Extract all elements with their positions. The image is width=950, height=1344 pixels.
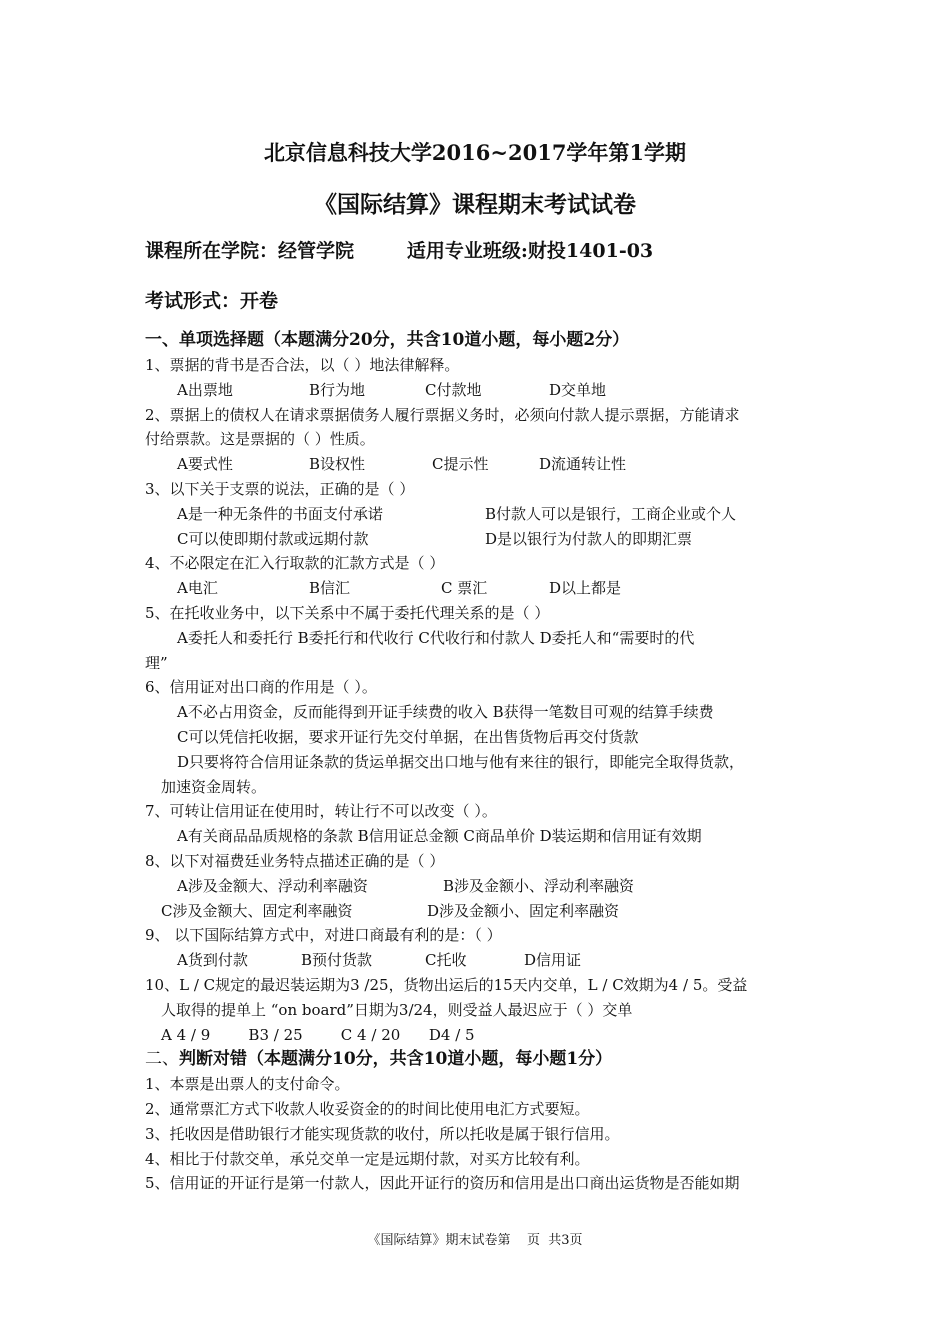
page-footer: 《国际结算》期末试卷第 页 共3页 bbox=[367, 1233, 583, 1248]
exam-format: 考试形式：开卷 bbox=[145, 290, 279, 312]
option: A涉及金额大、浮动利率融资 bbox=[177, 876, 368, 895]
option: B涉及金额小、浮动利率融资 bbox=[443, 876, 635, 895]
question-6-options-ab: A不必占用资金，反而能得到开证手续费的收入 B获得一笔数目可观的结算手续费 bbox=[177, 703, 714, 722]
course-info: 课程所在学院：经管学院 适用专业班级:财投1401-03 bbox=[145, 240, 654, 262]
question-6-option-d: D只要将符合信用证条款的货运单据交出口地与他有来往的银行，即能完全取得货款， bbox=[177, 752, 745, 771]
question-3-options-cd bbox=[145, 527, 825, 552]
question-4-options bbox=[145, 576, 825, 601]
option: B行为地 bbox=[309, 380, 366, 399]
question-10-options: A 4 / 9 B3 / 25 C 4 / 20 D4 / 5 bbox=[161, 1025, 475, 1044]
question-5-options: A委托人和委托行 B委托行和代收行 C代收行和付款人 D委托人和“需要时的代 bbox=[177, 628, 695, 647]
question-6: 6、信用证对出口商的作用是（ ）。 bbox=[145, 678, 377, 697]
question-2-line2: 付给票款。这是票据的（ ）性质。 bbox=[145, 430, 375, 449]
question-5: 5、在托收业务中，以下关系中不属于委托代理关系的是（ ） bbox=[145, 603, 550, 622]
question-10-line1: 10、L / C规定的最迟装运期为3 /25，货物出运后的15天内交单，L / C效期为4 / 5。受益 bbox=[145, 975, 748, 994]
option: B预付货款 bbox=[301, 951, 373, 970]
section2-title bbox=[145, 1047, 825, 1072]
question-2-options bbox=[145, 452, 825, 477]
question-7-options: A有关商品品质规格的条款 B信用证总金额 C商品单价 D装运期和信用证有效期 bbox=[177, 827, 702, 846]
option: B付款人可以是银行，工商企业或个人 bbox=[485, 504, 737, 523]
question-7: 7、可转让信用证在使用时，转让行不可以改变（ ）。 bbox=[145, 802, 497, 821]
question-5-options-cont: 理” bbox=[145, 653, 168, 672]
exam-title: 《国际结算》课程期末考试试卷 bbox=[314, 191, 636, 218]
option: A要式性 bbox=[177, 455, 233, 474]
option: D信用证 bbox=[524, 951, 582, 970]
option: A货到付款 bbox=[177, 951, 248, 970]
question-4: 4、不必限定在汇入行取款的汇款方式是（ ） bbox=[145, 554, 445, 573]
option: C 票汇 bbox=[441, 579, 488, 598]
question-8: 8、以下对福费廷业务特点描述正确的是（ ） bbox=[145, 851, 445, 870]
question-3: 3、以下关于支票的说法，正确的是（ ） bbox=[145, 479, 415, 498]
question-2-line1: 2、票据上的债权人在请求票据债务人履行票据义务时，必须向付款人提示票据，方能请求 bbox=[145, 405, 740, 424]
statement-1: 1、本票是出票人的支付命令。 bbox=[145, 1075, 350, 1094]
question-6-option-c: C可以凭信托收据，要求开证行先交付单据，在出售货物后再交付货款 bbox=[177, 727, 639, 746]
question-9-options bbox=[145, 948, 825, 973]
option: D以上都是 bbox=[549, 579, 622, 598]
option: B信汇 bbox=[309, 579, 351, 598]
option: A是一种无条件的书面支付承诺 bbox=[177, 504, 383, 523]
option: B设权性 bbox=[309, 455, 366, 474]
question-1: 1、票据的背书是否合法，以（ ）地法律解释。 bbox=[145, 356, 460, 374]
option: C提示性 bbox=[432, 455, 489, 474]
statement-2: 2、通常票汇方式下收款人收妥资金的的时间比使用电汇方式要短。 bbox=[145, 1099, 590, 1118]
question-3-options-ab bbox=[145, 502, 825, 527]
question-body bbox=[145, 353, 825, 1196]
statement-5: 5、信用证的开证行是第一付款人，因此开证行的资历和信用是出口商出运货物是否能如期 bbox=[145, 1174, 740, 1193]
question-1-options bbox=[145, 378, 825, 403]
option: C付款地 bbox=[425, 380, 482, 399]
question-10-line2: 人取得的提单上 “on board”日期为3/24，则受益人最迟应于（ ）交单 bbox=[161, 1000, 633, 1019]
option: C托收 bbox=[425, 951, 467, 970]
statement-3: 3、托收因是借助银行才能实现货款的收付，所以托收是属于银行信用。 bbox=[145, 1124, 620, 1143]
option: C可以使即期付款或远期付款 bbox=[177, 529, 369, 548]
statement-4: 4、相比于付款交单，承兑交单一定是远期付款，对买方比较有利。 bbox=[145, 1149, 590, 1168]
option: A出票地 bbox=[177, 380, 233, 399]
option: D涉及金额小、固定利率融资 bbox=[427, 901, 620, 920]
option: A电汇 bbox=[177, 579, 218, 598]
option: D流通转让性 bbox=[539, 455, 627, 474]
option: C涉及金额大、固定利率融资 bbox=[161, 901, 353, 920]
option: D交单地 bbox=[549, 380, 607, 399]
section2-title-text: 判断对错（本题满分10分，共含10道小题，每小题1分） bbox=[179, 1049, 613, 1070]
question-8-options-cd bbox=[145, 899, 825, 924]
option: D是以银行为付款人的即期汇票 bbox=[485, 529, 693, 548]
question-6-option-d-cont: 加速资金周转。 bbox=[161, 777, 267, 796]
section2-prefix: 二、 bbox=[145, 1049, 179, 1070]
question-8-options-ab bbox=[145, 874, 825, 899]
question-9: 9、 以下国际结算方式中，对进口商最有利的是：（ ） bbox=[145, 926, 502, 945]
university-semester-title: 北京信息科技大学2016~2017学年第1学期 bbox=[263, 140, 687, 165]
section1-title: 一、单项选择题（本题满分20分，共含10道小题，每小题2分） bbox=[145, 330, 630, 350]
